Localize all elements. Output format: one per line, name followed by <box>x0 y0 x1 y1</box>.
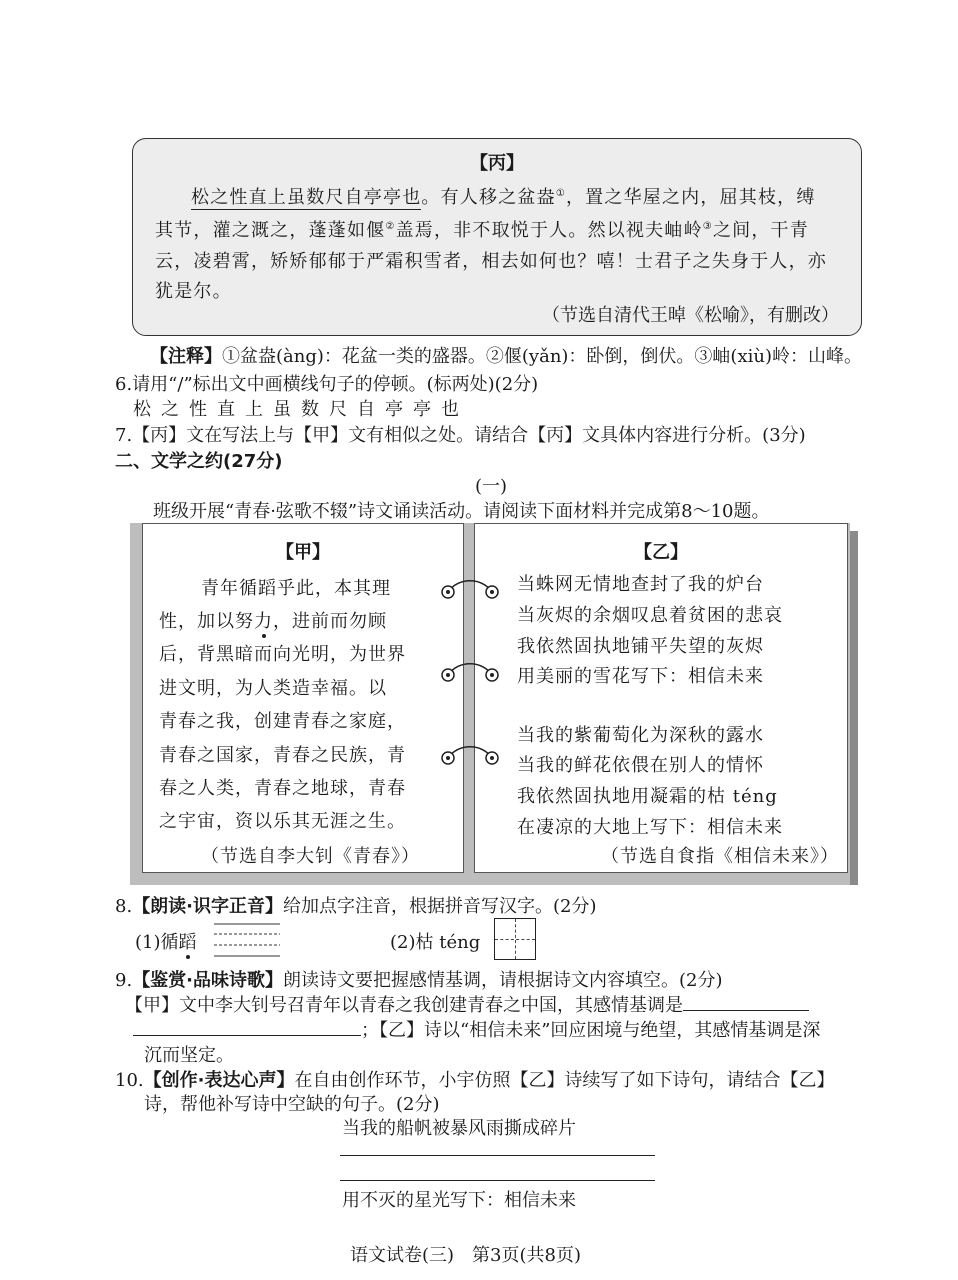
jia-line: 青春之我，创建青春之家庭， <box>159 711 406 732</box>
bing-line-3: 云，凌碧霄，矫矫郁郁于严霜积雪者，相去如何也？嘻！士君子之失身于人，亦 <box>155 251 827 272</box>
yi-line: 在凄凉的大地上写下：相信未来 <box>517 817 783 838</box>
page-footer: 语文试卷(三) 第3页(共8页) <box>350 1245 581 1266</box>
yi-card <box>474 523 848 873</box>
binder-rings-icon <box>436 575 506 765</box>
question-6: 6.请用“/”标出文中画横线句子的停顿。(标两处)(2分) <box>115 374 539 395</box>
poem-line-last: 用不灭的星光写下：相信未来 <box>342 1190 576 1211</box>
q10-line-2: 诗，帮他补写诗中空缺的句子。(2分) <box>144 1094 440 1115</box>
underlined-sentence: 松之性直上虽数尺自亭亭也 <box>191 187 422 208</box>
q9-line-2: ；【乙】诗以“相信未来”回应困境与绝望，其感情基调是深 <box>133 1016 820 1042</box>
poem-answer-line-2[interactable] <box>340 1180 655 1181</box>
jia-line: 进文明，为人类造幸福。以 <box>159 678 387 699</box>
question-7: 7.【丙】文在写法上与【甲】文有相似之处。请结合【丙】文具体内容进行分析。(3分) <box>115 425 806 446</box>
jia-title: 【甲】 <box>276 542 330 563</box>
dotted-char: 力 <box>254 611 273 632</box>
yi-line: 当灰烬的余烟叹息着贫困的悲哀 <box>517 605 783 626</box>
yi-source: （节选自食指《相信未来》） <box>601 846 839 867</box>
yi-line: 我依然固执地铺平失望的灰烬 <box>517 636 764 657</box>
jia-line: 性，加以努力，进前而勿顾 <box>159 611 387 632</box>
answer-blank-1[interactable] <box>683 993 809 1011</box>
jia-card <box>142 523 464 873</box>
yi-line: 当我的鲜花依偎在别人的情怀 <box>517 755 764 776</box>
jia-line: 后，背黑暗而向光明，为世界 <box>159 644 406 665</box>
bing-line-1: 松之性直上虽数尺自亭亭也。有人移之盆盎①，置之华屋之内，屈其枝，缚 <box>191 187 816 208</box>
bing-passage-box <box>132 138 862 336</box>
yi-line: 用美丽的雪花写下：相信未来 <box>517 666 764 687</box>
bing-line-4: 犹是尔。 <box>155 281 232 302</box>
section-sub: (一) <box>475 476 508 497</box>
question-10: 10.【创作·表达心声】在自由创作环节，小宇仿照【乙】诗续写了如下诗句，请结合【乙】 <box>115 1070 835 1091</box>
question-9: 9.【鉴赏·品味诗歌】朗读诗文要把握感情基调，请根据诗文内容填空。(2分) <box>115 970 723 991</box>
yi-line: 我依然固执地用凝霜的枯 téng <box>517 786 778 807</box>
yi-line: 当蛛网无情地查封了我的炉台 <box>517 574 764 595</box>
q9-line-1: 【甲】文中李大钊号召青年以青春之我创建青春之中国，其感情基调是 <box>125 991 809 1017</box>
annotation: 【注释】①盆盎(àng)：花盆一类的盛器。②偃(yǎn)：卧倒，倒伏。③岫(xiù)岭：山峰。 <box>150 346 862 367</box>
bing-line-2: 其节，灌之溉之，蓬蓬如偃②盖焉，非不取悦于人。然以视夫岫岭③之间，干青 <box>155 220 809 241</box>
panel-shadow <box>850 531 858 885</box>
q8-item-2: (2)枯 téng <box>390 932 481 953</box>
section-title: 二、文学之约(27分) <box>115 451 283 472</box>
intro-text: 班级开展“青春·弦歌不辍”诗文诵读活动。请阅读下面材料并完成第8～10题。 <box>153 501 770 522</box>
pinyin-answer-lines[interactable] <box>214 922 282 965</box>
dotted-char: 蹈 <box>178 932 197 953</box>
yi-line: 当我的紫葡萄化为深秋的露水 <box>517 725 764 746</box>
jia-line: 青年循蹈乎此，本其理 <box>201 578 391 599</box>
jia-source: （节选自李大钊《青春》） <box>201 846 420 867</box>
q8-item-1: (1)循蹈 <box>135 932 197 953</box>
poem-line-1: 当我的船帆被暴风雨撕成碎片 <box>342 1118 576 1139</box>
yi-title: 【乙】 <box>634 542 688 563</box>
bing-title: 【丙】 <box>470 153 524 174</box>
question-8: 8.【朗读·识字正音】给加点字注音，根据拼音写汉字。(2分) <box>115 896 597 917</box>
bing-source: （节选自清代王晫《松喻》，有删改） <box>542 305 839 326</box>
question-6-sentence[interactable]: 松之性直上虽数尺自亭亭也 <box>133 399 469 420</box>
poem-answer-line-1[interactable] <box>340 1155 655 1156</box>
answer-blank-2[interactable] <box>133 1018 361 1036</box>
jia-line: 之宇宙，资以乐其无涯之生。 <box>159 811 406 832</box>
jia-line: 春之人类，青春之地球，青春 <box>159 778 406 799</box>
character-grid-box[interactable] <box>494 918 536 960</box>
q9-line-3: 沉而坚定。 <box>144 1045 234 1066</box>
jia-line: 青春之国家，青春之民族，青 <box>159 745 406 766</box>
